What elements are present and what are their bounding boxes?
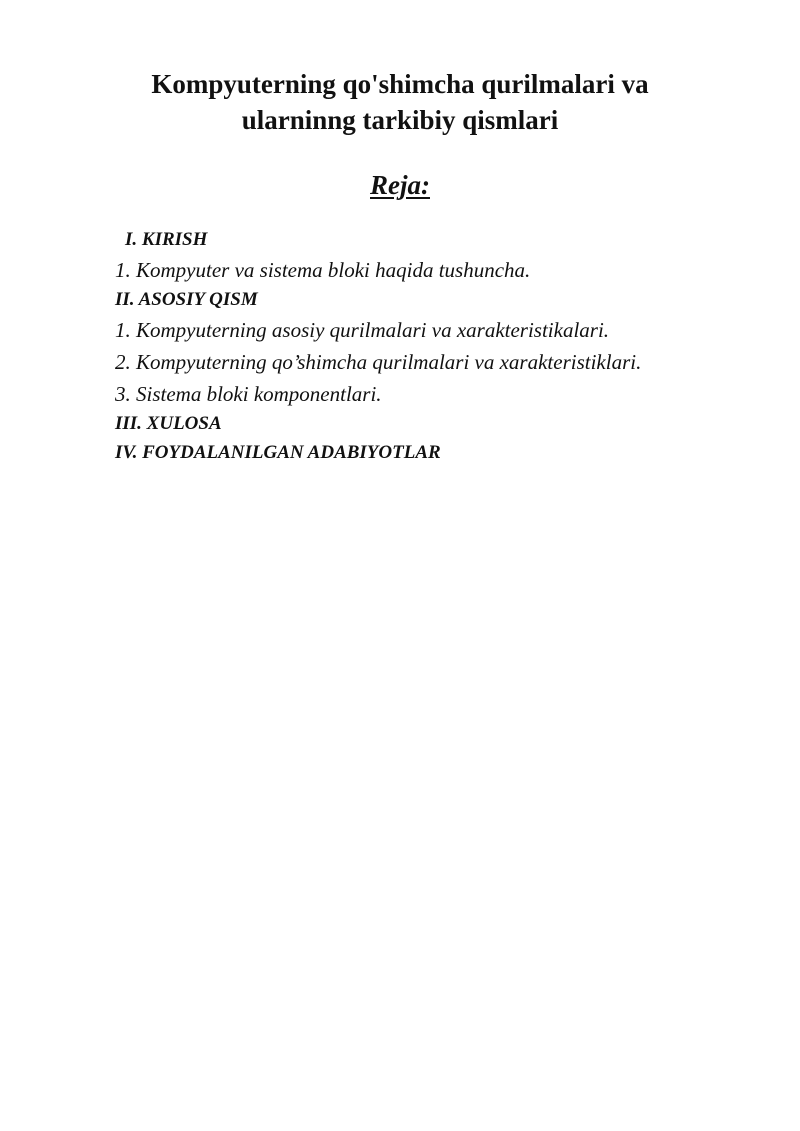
document-title [100,66,700,138]
plan-item: 1. Kompyuterning asosiy qurilmalari va xarakteristikalari. [115,318,610,342]
plan-item: 1. Kompyuter va sistema bloki haqida tushuncha. [115,258,531,282]
plan-section-conclusion: III. XULOSA [115,413,222,434]
plan-item: 2. Kompyuterning qo’shimcha qurilmalari va xarakteristiklari. [115,350,642,374]
title-line-2: ularninng tarkibiy qismlari [241,105,559,135]
plan-section-introduction: I. KIRISH [125,229,208,250]
title-line-1: Kompyuterning qo'shimcha qurilmalari va [151,69,649,99]
plan-section-main: II. ASOSIY QISM [115,289,258,310]
plan-heading: Reja: [370,170,430,200]
plan-item: 3. Sistema bloki komponentlari. [115,382,382,406]
plan-section-references: IV. FOYDALANILGAN ADABIYOTLAR [115,442,441,463]
